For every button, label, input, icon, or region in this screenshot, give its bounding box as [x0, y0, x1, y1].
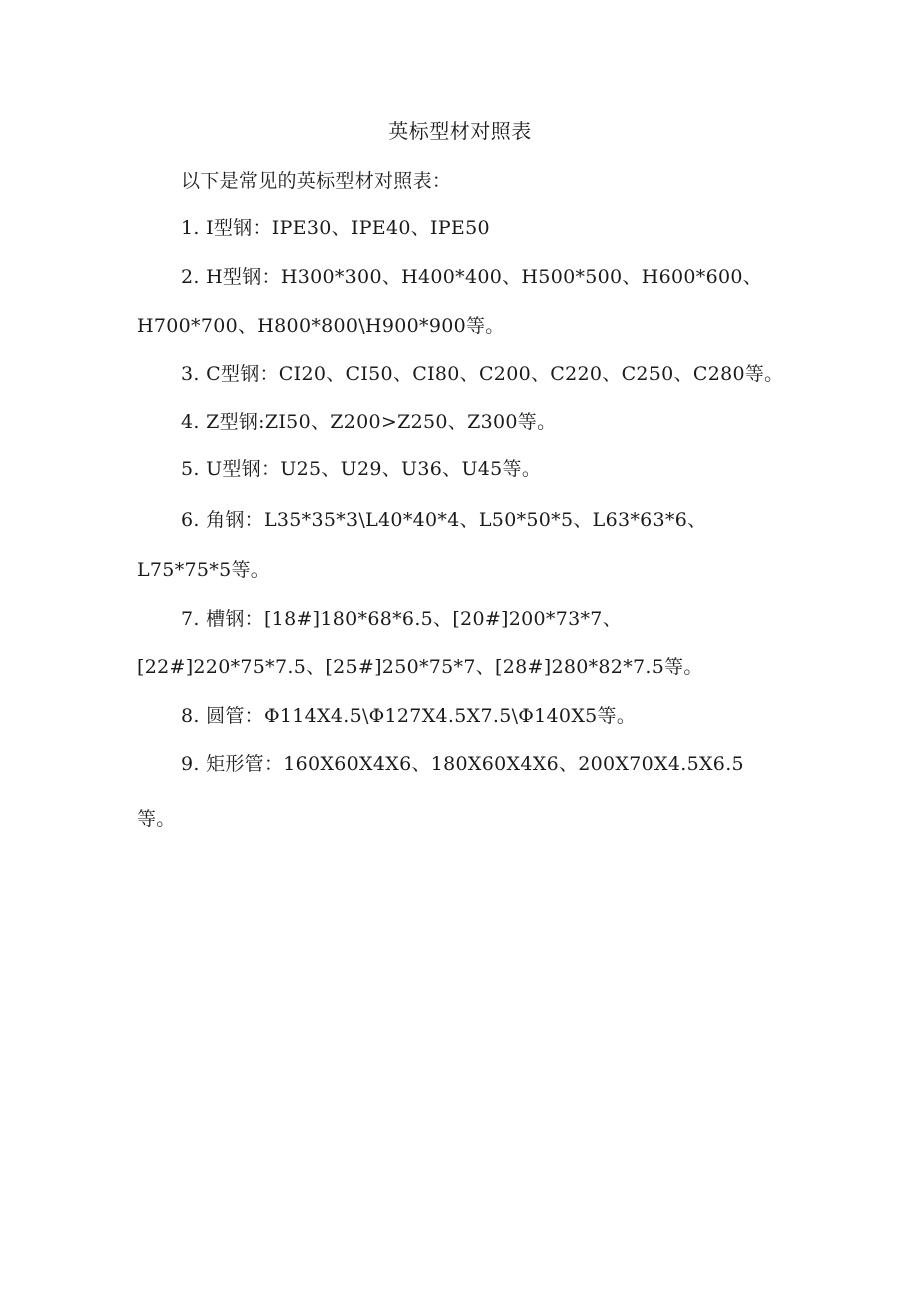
item-2-line-2: H700*700、H800*800\H900*900等。	[137, 315, 505, 337]
item-5-line: 5. U型钢：U25、U29、U36、U45等。	[181, 458, 542, 480]
item-7-line-1: 7. 槽钢：[18#]180*68*6.5、[20#]200*73*7、	[181, 608, 622, 630]
item-6-line-1: 6. 角钢：L35*35*3\L40*40*4、L50*50*5、L63*63*6、	[181, 509, 707, 531]
item-8-line: 8. 圆管：Φ114X4.5\Φ127X4.5X7.5\Φ140X5等。	[181, 705, 637, 727]
intro-paragraph: 以下是常见的英标型材对照表：	[181, 170, 452, 192]
item-2-line-1: 2. H型钢：H300*300、H400*400、H500*500、H600*600、	[181, 266, 763, 288]
document-title: 英标型材对照表	[388, 119, 532, 143]
item-9-line-2: 等。	[137, 808, 176, 830]
item-1-line: 1. I型钢：IPE30、IPE40、IPE50	[181, 217, 490, 239]
item-6-line-2: L75*75*5等。	[137, 559, 271, 581]
item-7-line-2: [22#]220*75*7.5、[25#]250*75*7、[28#]280*82*7.5等。	[137, 656, 703, 678]
item-3-line: 3. C型钢：CI20、CI50、CI80、C200、C220、C250、C280等。	[181, 363, 784, 385]
item-4-line: 4. Z型钢:ZI50、Z200>Z250、Z300等。	[181, 411, 557, 433]
item-9-line-1: 9. 矩形管：160X60X4X6、180X60X4X6、200X70X4.5X6.5	[181, 753, 744, 775]
